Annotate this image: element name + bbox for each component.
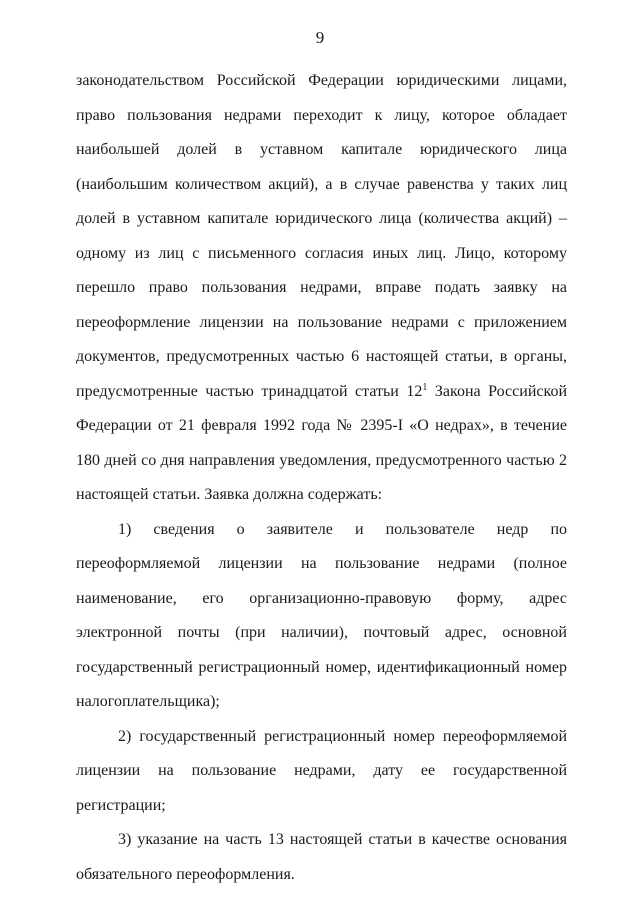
- page-number: 9: [315, 28, 325, 47]
- paragraph-item-2: 2) государственный регистрационный номер переоформляемой лицензии на пользование недрами, дату ее государственной регистрации;: [76, 727, 567, 814]
- paragraph-item-3: 3) указание на часть 13 настоящей статьи в качестве основания обязательного переоформления.: [76, 831, 567, 883]
- superscript: 1: [422, 381, 428, 393]
- document-body: [76, 64, 567, 892]
- paragraph-text: законодательством Российской Федерации юридическими лицами, право пользования недрами переходит к лицу, которое обладает наибольшей долей в уставном капитале юридического лица (наибольшим количеством акций), а в случае равенства у таких лиц долей в уставном капитале юридического лица (количества акций) – одному из лиц с письменного согласия иных лиц. Лицо, которому перешло право пользования недрами, вправе подать заявку на переоформление лицензии на пользование недрами с приложением документов, предусмотренных частью 6 настоящей статьи, в органы, предусмотренные частью тринадцатой статьи 12: [76, 72, 567, 400]
- paragraph-continuation: [76, 64, 567, 513]
- paragraph-text-after: Закона Российской Федерации от 21 февраля 1992 года № 2395-I «О недрах», в течение 180 дней со дня направления уведомления, предусмотренного частью 2 настоящей статьи. Заявка должна содержать:: [76, 382, 568, 503]
- paragraph-item-1: 1) сведения о заявителе и пользователе недр по переоформляемой лицензии на пользование недрами (полное наименование, его организационно-правовую форму, адрес электронной почты (при наличии), почтовый адрес, основной государственный регистрационный номер, идентификационный номер налогоплательщика);: [76, 520, 567, 710]
